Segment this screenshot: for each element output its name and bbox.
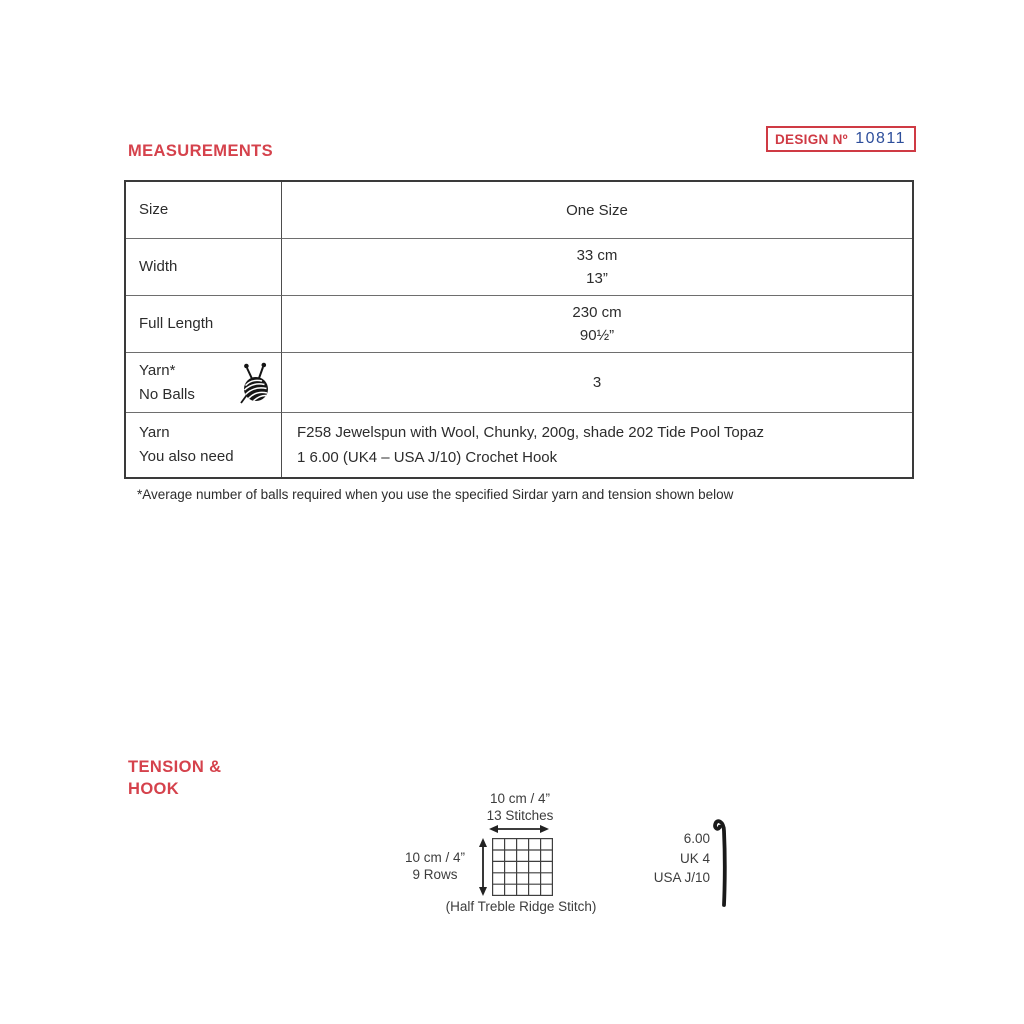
row-label: Yarn bbox=[139, 424, 170, 441]
vertical-arrow-icon bbox=[477, 838, 489, 901]
row-value-inches: 13” bbox=[586, 270, 608, 287]
table-row-value-yarn-details bbox=[282, 412, 912, 477]
hook-spec-line: 1 6.00 (UK4 – USA J/10) Crochet Hook bbox=[297, 449, 558, 466]
balls-footnote: *Average number of balls required when you use the specified Sirdar yarn and tension shown below bbox=[137, 487, 734, 502]
row-value-cm: 33 cm bbox=[576, 247, 618, 264]
table-row-value-full-length bbox=[282, 295, 912, 352]
tension-hook-heading bbox=[128, 756, 221, 800]
design-number-label: DESIGN Nº bbox=[775, 131, 848, 147]
row-value-cm: 230 cm bbox=[572, 304, 622, 321]
row-label: Size bbox=[139, 201, 169, 218]
table-row-label-yarn-you-also-need bbox=[126, 412, 282, 477]
swatch-height-labels bbox=[396, 850, 474, 883]
swatch-width-stitches: 13 Stitches bbox=[486, 807, 554, 823]
table-row-label-width bbox=[126, 238, 282, 295]
hook-size-uk: UK 4 bbox=[679, 850, 710, 866]
table-row-value-no-balls bbox=[282, 352, 912, 412]
swatch-stitch-caption: (Half Treble Ridge Stitch) bbox=[445, 899, 597, 914]
tension-swatch-grid bbox=[492, 838, 553, 901]
row-label: Width bbox=[139, 258, 178, 275]
row-value: 3 bbox=[592, 374, 602, 391]
row-label: Yarn* bbox=[139, 361, 176, 379]
table-row-value-width bbox=[282, 238, 912, 295]
swatch-height-measure: 10 cm / 4” bbox=[404, 850, 466, 865]
design-number-value: 10811 bbox=[855, 130, 906, 147]
swatch-height-rows: 9 Rows bbox=[412, 866, 458, 882]
row-value-inches: 90½” bbox=[579, 327, 615, 344]
row-label-2: You also need bbox=[139, 448, 234, 465]
row-value: One Size bbox=[566, 201, 628, 219]
row-label-2: No Balls bbox=[139, 385, 195, 403]
swatch-width-measure: 10 cm / 4” bbox=[489, 791, 551, 806]
table-row-label-yarn-no-balls bbox=[126, 352, 282, 412]
yarn-ball-icon bbox=[233, 359, 275, 407]
row-label: Full Length bbox=[139, 315, 214, 332]
tension-heading-line2: HOOK bbox=[128, 780, 180, 798]
tension-heading-line1: TENSION & bbox=[128, 758, 222, 776]
measurements-table bbox=[124, 180, 914, 479]
crochet-hook-icon bbox=[710, 811, 734, 914]
hook-size-labels bbox=[638, 829, 710, 888]
swatch-width-labels bbox=[440, 791, 600, 824]
hook-size-metric: 6.00 bbox=[683, 831, 710, 846]
table-row-label-size bbox=[126, 182, 282, 238]
table-row-value-size bbox=[282, 182, 912, 238]
hook-size-usa: USA J/10 bbox=[653, 870, 710, 885]
yarn-spec-line: F258 Jewelspun with Wool, Chunky, 200g, shade 202 Tide Pool Topaz bbox=[297, 424, 764, 441]
design-number-box bbox=[766, 126, 916, 152]
measurements-heading: MEASUREMENTS bbox=[128, 142, 274, 160]
table-row-label-full-length bbox=[126, 295, 282, 352]
